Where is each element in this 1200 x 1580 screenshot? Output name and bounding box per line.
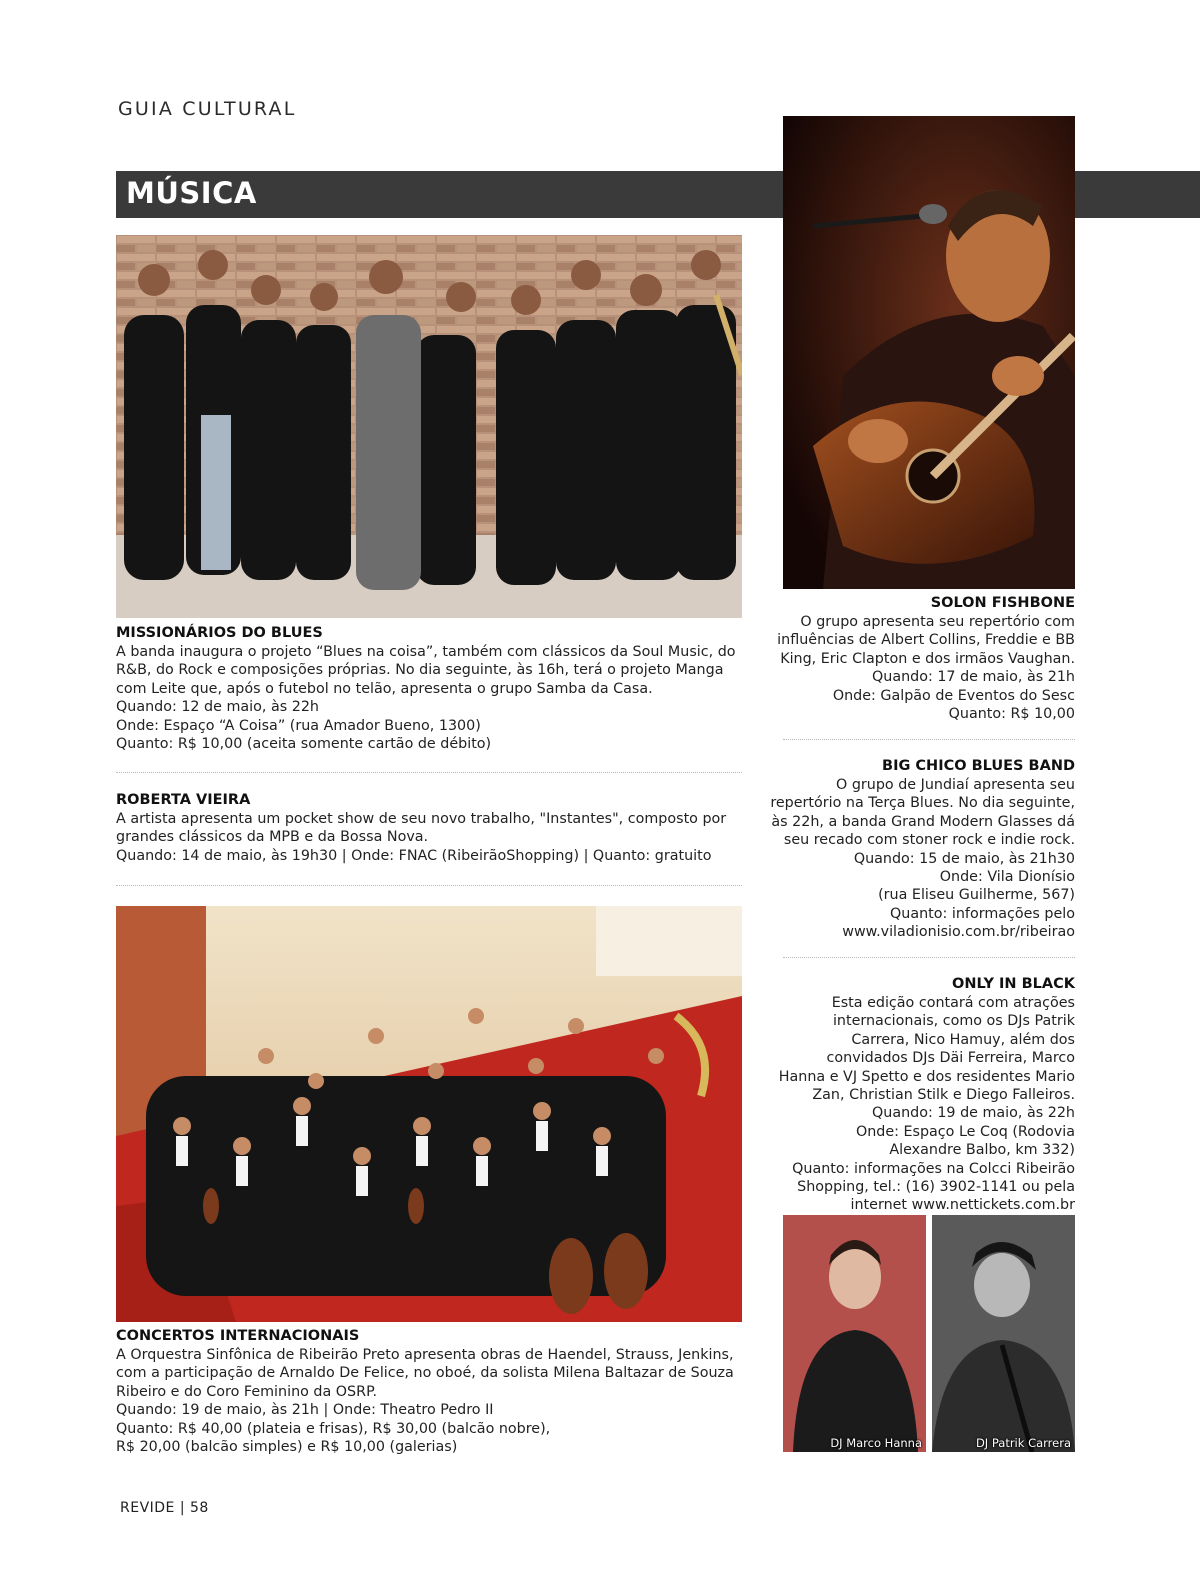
page-footer: REVIDE | 58 <box>120 1500 209 1516</box>
event-solon-fishbone <box>760 594 1075 723</box>
event-line: A Orquestra Sinfônica de Ribeirão Preto apresenta obras de Haendel, Strauss, Jenkins, <box>116 1347 734 1363</box>
event-title: BIG CHICO BLUES BAND <box>882 758 1075 774</box>
event-line: Onde: Galpão de Eventos do Sesc <box>832 687 1075 704</box>
event-title: ONLY IN BLACK <box>952 976 1075 992</box>
event-title: SOLON FISHBONE <box>930 595 1075 611</box>
event-concertos <box>116 1327 756 1456</box>
event-line: grandes clássicos da MPB e da Bossa Nova. <box>116 829 429 846</box>
event-line: Zan, Christian Stilk e Diego Falleiros. <box>812 1087 1075 1104</box>
event-line: Esta edição contará com atrações <box>831 995 1075 1011</box>
event-missionarios <box>116 624 756 753</box>
separator <box>783 739 1075 740</box>
event-line: O grupo apresenta seu repertório com <box>800 614 1075 630</box>
event-only-in-black <box>760 975 1075 1215</box>
event-line: Quando: 19 de maio, às 21h | Onde: Theatro Pedro II <box>116 1402 494 1419</box>
event-line: Quanto: R$ 40,00 (plateia e frisas), R$ 30,00 (balcão nobre), <box>116 1420 551 1437</box>
event-line: Quando: 15 de maio, às 21h30 <box>853 850 1075 867</box>
event-line: R$ 20,00 (balcão simples) e R$ 10,00 (galerias) <box>116 1439 458 1456</box>
event-line: Quanto: informações na Colcci Ribeirão <box>792 1160 1075 1177</box>
event-line: A banda inaugura o projeto “Blues na coisa”, também com clássicos da Soul Music, do <box>116 644 736 660</box>
photo-orquestra <box>116 906 742 1322</box>
event-line: Carrera, Nico Hamuy, além dos <box>851 1031 1075 1048</box>
event-line: www.viladionisio.com.br/ribeirao <box>842 924 1075 941</box>
event-line: Quando: 19 de maio, às 22h <box>872 1105 1075 1122</box>
event-title: ROBERTA VIEIRA <box>116 792 251 808</box>
event-line: Quando: 12 de maio, às 22h <box>116 699 319 716</box>
kicker: GUIA CULTURAL <box>118 98 297 120</box>
separator <box>783 957 1075 958</box>
event-line: Alexandre Balbo, km 332) <box>889 1142 1075 1159</box>
event-line: Shopping, tel.: (16) 3902-1141 ou pela <box>797 1179 1075 1196</box>
event-title: MISSIONÁRIOS DO BLUES <box>116 625 323 641</box>
event-line: Quanto: R$ 10,00 <box>948 706 1075 723</box>
event-title: CONCERTOS INTERNACIONAIS <box>116 1328 360 1344</box>
photo-solon-fishbone <box>783 116 1075 589</box>
event-line: internet www.nettickets.com.br <box>850 1197 1075 1214</box>
event-line: O grupo de Jundiaí apresenta seu <box>836 777 1075 793</box>
event-line: Quando: 14 de maio, às 19h30 | Onde: FNAC (RibeirãoShopping) | Quanto: gratuito <box>116 847 712 864</box>
event-line: às 22h, a banda Grand Modern Glasses dá <box>771 813 1075 830</box>
event-line: Hanna e VJ Spetto e dos residentes Mario <box>778 1068 1075 1085</box>
event-line: Quanto: R$ 10,00 (aceita somente cartão de débito) <box>116 736 492 753</box>
event-line: seu recado com stoner rock e indie rock. <box>783 832 1075 849</box>
event-line: A artista apresenta um pocket show de seu novo trabalho, "Instantes", composto por <box>116 811 727 827</box>
event-line: Quanto: informações pelo <box>890 905 1075 922</box>
event-line: com Leite que, após o futebol no telão, apresenta o grupo Samba da Casa. <box>116 680 653 697</box>
event-line: King, Eric Clapton e dos irmãos Vaughan. <box>780 650 1075 667</box>
event-line: repertório na Terça Blues. No dia seguinte, <box>770 795 1075 812</box>
photo-dj-patrik-carrera <box>932 1215 1075 1452</box>
event-line: Quando: 17 de maio, às 21h <box>872 669 1075 686</box>
photo-dj-marco-hanna <box>783 1215 926 1452</box>
separator <box>116 885 742 886</box>
caption-dj-patrik-carrera: DJ Patrik Carrera <box>975 1436 1071 1450</box>
event-line: Onde: Vila Dionísio <box>939 869 1075 886</box>
event-roberta-vieira <box>116 791 756 865</box>
event-big-chico <box>760 757 1075 942</box>
photo-missionarios-do-blues <box>116 235 742 618</box>
event-line: com a participação de Arnaldo De Felice, no oboé, da solista Milena Baltazar de Souza <box>116 1365 734 1382</box>
event-line: R&B, do Rock e composições próprias. No dia seguinte, às 16h, terá o projeto Manga <box>116 662 724 679</box>
event-line: Ribeiro e do Coro Feminino da OSRP. <box>116 1383 378 1400</box>
event-line: internacionais, como os DJs Patrik <box>832 1013 1075 1030</box>
separator <box>116 772 742 773</box>
event-line: influências de Albert Collins, Freddie e BB <box>777 632 1075 649</box>
event-line: convidados DJs Däi Ferreira, Marco <box>826 1050 1075 1067</box>
event-line: Onde: Espaço Le Coq (Rodovia <box>855 1123 1075 1140</box>
event-line: Onde: Espaço “A Coisa” (rua Amador Bueno, 1300) <box>116 717 481 734</box>
event-line: (rua Eliseu Guilherme, 567) <box>878 887 1075 904</box>
caption-dj-marco-hanna: DJ Marco Hanna <box>830 1436 922 1450</box>
section-title: MÚSICA <box>126 176 257 210</box>
